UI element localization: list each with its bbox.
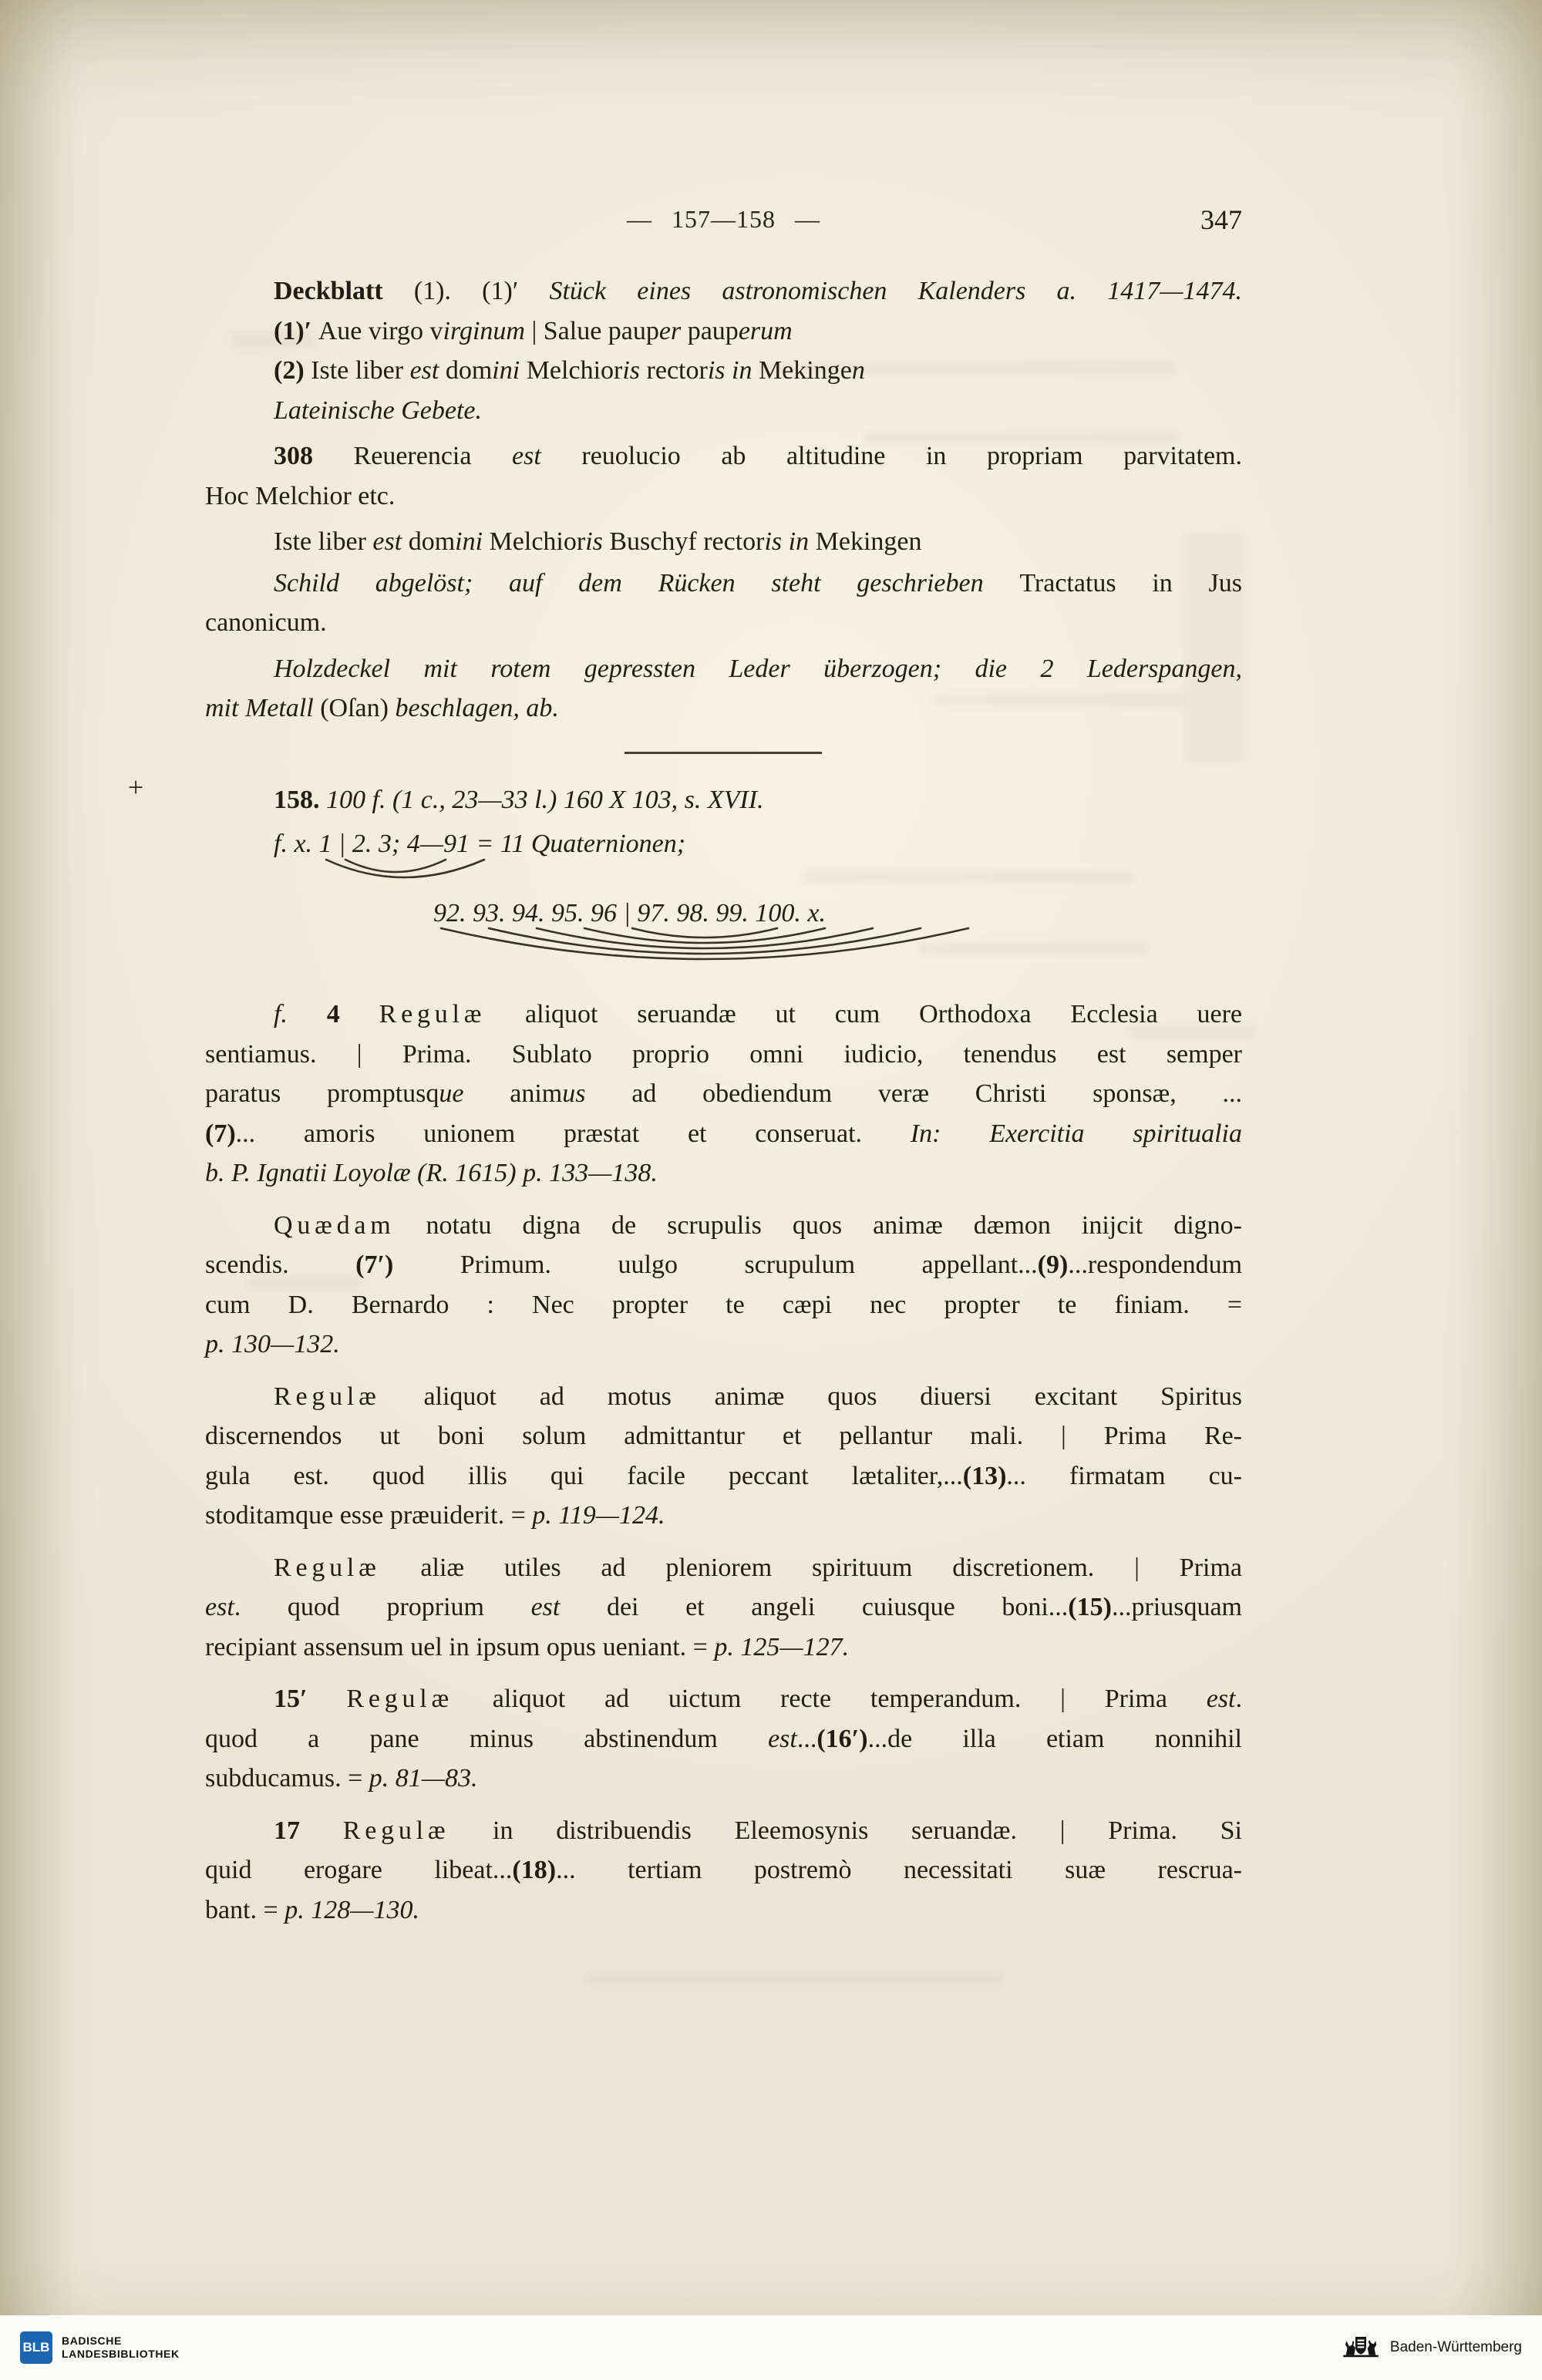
running-head: — 157—158 — — [627, 205, 820, 233]
text-line: f. x. 1 | 2. 3; 4—91 = 11 Quaternionen; — [274, 830, 686, 858]
content-description-block — [205, 995, 1242, 1930]
text-line: Lateinische Gebete. — [274, 396, 483, 425]
page-number: 347 — [1200, 204, 1242, 235]
text-line: 17 Regulæ in distribuendis Eleemosynis seruandæ. | Prima. Si — [274, 1816, 1243, 1845]
text-line: (2) Iste liber est domini Melchioris rectoris in Mekingen — [274, 356, 865, 385]
text-line: subducamus. = p. 81—83. — [205, 1764, 478, 1793]
scan-footer-bar — [0, 2315, 1542, 2380]
text-line: mit Metall (Oſan) beschlagen, ab. — [205, 694, 559, 722]
bw-label: Baden-Württemberg — [1389, 2339, 1522, 2355]
text-line: quod a pane minus abstinendum est...(16′)...de illa etiam nonnihil — [205, 1724, 1242, 1753]
text-line: bant. = p. 128—130. — [205, 1895, 419, 1924]
text-line: Regulæ aliquot ad motus animæ quos diuersi excitant Spiritus — [274, 1382, 1242, 1411]
text-line: 158. 100 f. (1 c., 23—33 l.) 160 X 103, s. XVII. — [274, 785, 764, 814]
text-line: est. quod proprium est dei et angeli cuiusque boni...(15)...priusquam — [205, 1593, 1242, 1621]
section-divider — [625, 752, 822, 754]
text-column — [205, 271, 1242, 1930]
text-line: discernendos ut boni solum admittantur et pellantur mali. | Prima Re- — [205, 1422, 1242, 1450]
text-line: (7)... amoris unionem præstat et conseruat. In: Exercitia spiritualia — [205, 1119, 1242, 1148]
text-line: Quædam notatu digna de scrupulis quos animæ dæmon inijcit digno- — [274, 1210, 1242, 1240]
text-line: (1)′ Aue virgo virginum | Salue pauper pauperum — [274, 316, 793, 345]
blb-label-line1: BADISCHE — [62, 2335, 122, 2347]
text-line: 92. 93. 94. 95. 96 | 97. 98. 99. 100. x. — [433, 898, 826, 927]
text-line: Deckblatt (1). (1)′ Stück eines astronomischen Kalenders a. 1417—1474. — [274, 277, 1242, 305]
text-line: canonicum. — [205, 608, 327, 637]
text-line: gula est. quod illis qui facile peccant lætaliter,...(13)... firmatam cu- — [205, 1461, 1242, 1490]
text-line: f. 4 Regulæ aliquot seruandæ ut cum Orthodoxa Ecclesia uere — [274, 1000, 1243, 1028]
text-line: stoditamque esse præuiderit. = p. 119—124. — [205, 1501, 665, 1530]
text-line: b. P. Ignatii Loyolæ (R. 1615) p. 133—138. — [205, 1159, 658, 1187]
text-line: paratus promptusque animus ad obediendum veræ Christi sponsæ, ... — [205, 1079, 1242, 1108]
text-line: p. 130—132. — [205, 1330, 340, 1358]
text-line: quid erogare libeat...(18)... tertiam postremò necessitati suæ rescrua- — [205, 1856, 1242, 1884]
blb-library-mark — [20, 2331, 180, 2364]
baden-wuerttemberg-mark — [1339, 2332, 1522, 2363]
quire-arcs-icon — [435, 924, 975, 987]
bw-coat-of-arms-icon — [1339, 2332, 1382, 2363]
margin-plus-mark: + — [128, 772, 144, 803]
text-line: Holzdeckel mit rotem gepressten Leder überzogen; die 2 Lederspangen, — [274, 654, 1242, 683]
blb-label-line2: LANDESBIBLIOTHEK — [62, 2348, 180, 2360]
collation-block — [205, 780, 1242, 864]
text-line: sentiamus. | Prima. Sublato proprio omni iudicio, tenendus est semper — [205, 1039, 1242, 1069]
text-line: Schild abgelöst; auf dem Rücken steht geschrieben Tractatus in Jus — [274, 568, 1243, 598]
page-header — [205, 205, 1242, 247]
text-line: Regulæ aliæ utiles ad pleniorem spirituum discretionem. | Prima — [274, 1553, 1242, 1582]
text-line: 308 Reuerencia est reuolucio ab altitudine in propriam parvitatem. — [274, 442, 1243, 470]
blb-label — [62, 2335, 180, 2361]
text-line: 15′ Regulæ aliquot ad uictum recte temperandum. | Prima est. — [274, 1685, 1242, 1713]
provenance-block — [205, 271, 1242, 729]
quire-numbers-block — [205, 894, 1242, 934]
text-line: cum D. Bernardo : Nec propter te cæpi nec propter te finiam. = — [205, 1290, 1242, 1319]
text-line: Hoc Melchior etc. — [205, 481, 396, 510]
blb-logo: BLB — [20, 2331, 52, 2364]
text-line: scendis. (7′) Primum. uulgo scrupulum appellant...(9)...respondendum — [205, 1251, 1243, 1279]
text-line: recipiant assensum uel in ipsum opus ueniant. = p. 125—127. — [205, 1632, 850, 1661]
text-line: Iste liber est domini Melchioris Buschyf rectoris in Mekingen — [274, 527, 922, 556]
